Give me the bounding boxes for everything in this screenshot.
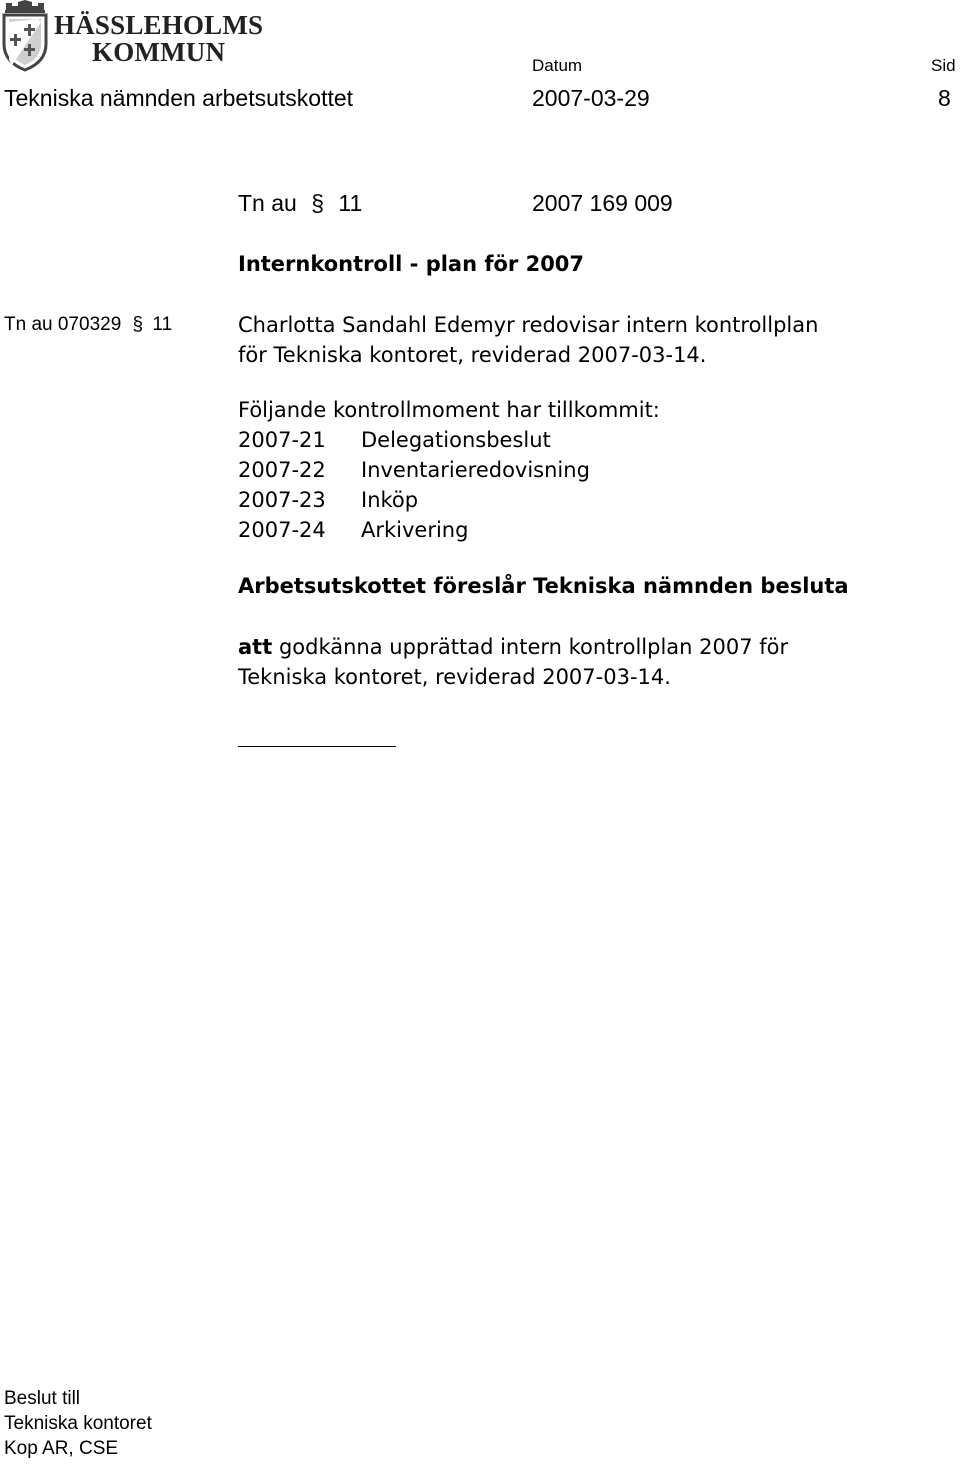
footer-recipient: Tekniska kontoret (4, 1413, 152, 1434)
item-number: 2007-22 (238, 458, 326, 482)
intro-line-2: för Tekniska kontoret, reviderad 2007-03-14. (238, 343, 707, 367)
item-label: Arkivering (361, 518, 469, 542)
item-number: 2007-21 (238, 428, 326, 452)
margin-paragraph-sign: § (132, 314, 144, 335)
case-title: Internkontroll - plan för 2007 (238, 252, 585, 276)
list-intro: Följande kontrollmoment har tillkommit: (238, 398, 660, 422)
list-item (238, 485, 418, 515)
intro-line-1: Charlotta Sandahl Edemyr redovisar intern kontrollplan (238, 313, 819, 337)
decision-text: godkänna upprättad intern kontrollplan 2007 för (278, 635, 789, 659)
item-label: Inköp (361, 488, 419, 512)
paragraph-number: 11 (338, 190, 363, 216)
meeting-date: 2007-03-29 (532, 85, 650, 111)
proposal-heading: Arbetsutskottet föreslår Tekniska nämnden besluta (238, 574, 849, 598)
decision-line-1 (238, 632, 788, 662)
date-label: Datum (532, 56, 583, 75)
list-item (238, 515, 468, 545)
decision-line-2: Tekniska kontoret, reviderad 2007-03-14. (238, 665, 671, 689)
signature-line (238, 746, 396, 747)
list-item (238, 455, 590, 485)
case-number: 2007 169 009 (532, 190, 673, 216)
committee-name: Tekniska nämnden arbetsutskottet (4, 85, 354, 111)
paragraph-sign: § (311, 190, 325, 216)
margin-reference (4, 313, 172, 337)
footer-copy: Kop AR, CSE (4, 1438, 119, 1459)
list-item (238, 425, 551, 455)
paragraph-ref-label: Tn au (238, 190, 297, 216)
page-label: Sid (931, 56, 956, 75)
margin-ref-label: Tn au 070329 (4, 314, 122, 335)
coat-of-arms-logo (0, 0, 50, 72)
footer-decision-to: Beslut till (4, 1388, 81, 1409)
organization-name-line2: KOMMUN (92, 37, 226, 67)
paragraph-reference (238, 192, 362, 215)
item-number: 2007-24 (238, 518, 326, 542)
margin-paragraph-number: 11 (152, 314, 173, 335)
page-number: 8 (938, 85, 951, 111)
organization-name-line1: HÄSSLEHOLMS (54, 10, 264, 40)
item-label: Delegationsbeslut (361, 428, 551, 452)
decision-att: att (238, 635, 273, 659)
item-label: Inventarieredovisning (361, 458, 590, 482)
item-number: 2007-23 (238, 488, 326, 512)
